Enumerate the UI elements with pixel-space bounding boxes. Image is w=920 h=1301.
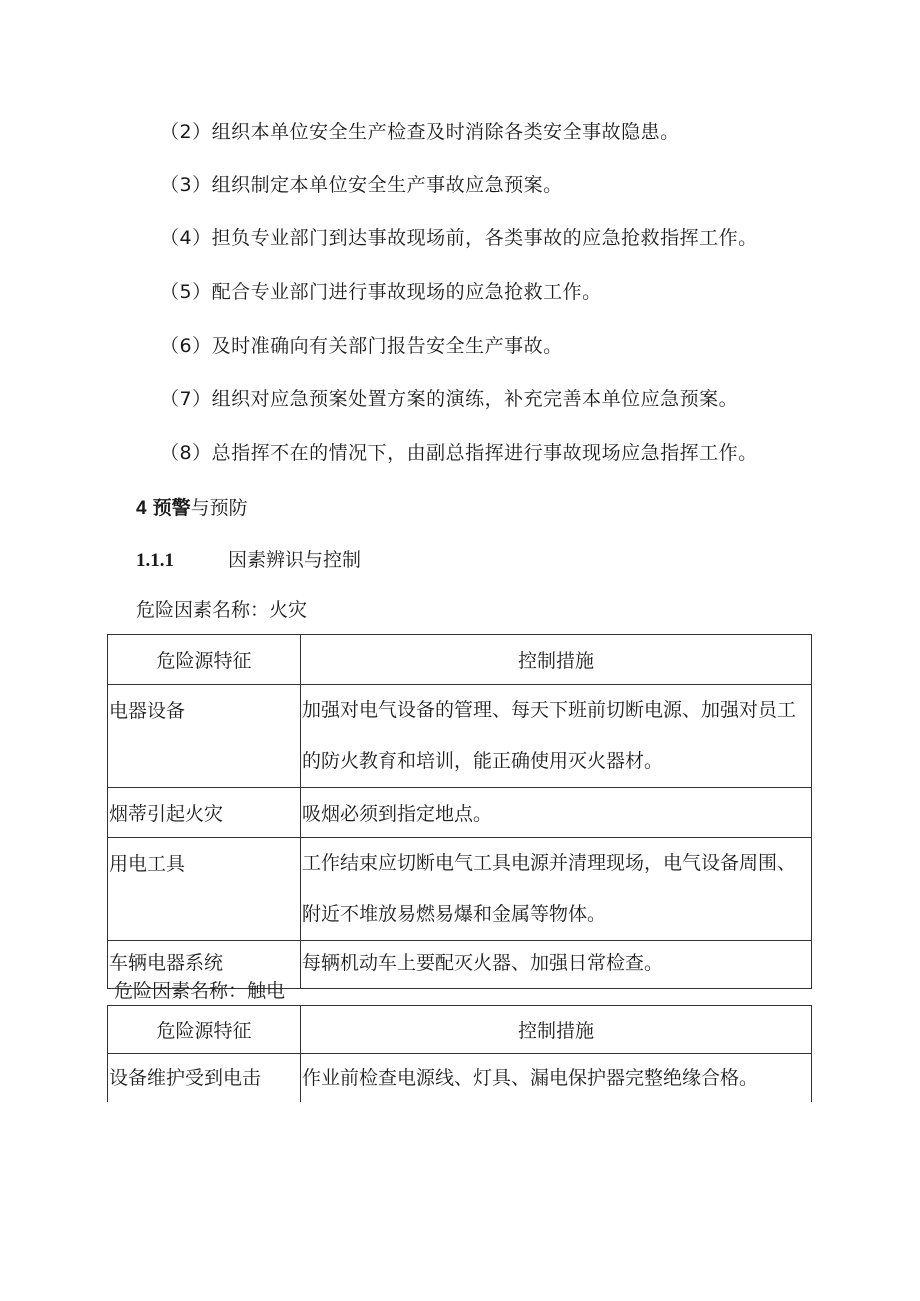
table-header-row xyxy=(108,635,812,685)
duty-item-7: （7）组织对应急预案处置方案的演练，补充完善本单位应急预案。 xyxy=(160,388,739,410)
duty-item-5: （5）配合专业部门进行事故现场的应急抢救工作。 xyxy=(160,281,602,303)
header-measure: 控制措施 xyxy=(301,1006,812,1054)
fire-table-label: 危险因素名称：火灾 xyxy=(136,599,308,621)
row-feature: 设备维护受到电击 xyxy=(109,1067,262,1089)
section-number: 4 xyxy=(136,498,147,519)
table-row xyxy=(108,838,812,941)
section-heading xyxy=(136,496,248,521)
table-row xyxy=(108,685,812,788)
subsection-heading xyxy=(136,548,361,573)
table-row xyxy=(108,788,812,838)
row-feature: 用电工具 xyxy=(109,853,186,875)
fire-risk-table xyxy=(107,634,812,989)
duty-item-2: （2）组织本单位安全生产检查及时消除各类安全事故隐患。 xyxy=(160,121,680,143)
row-feature: 烟蒂引起火灾 xyxy=(109,803,224,825)
section-title-bold: 预警 xyxy=(152,497,191,519)
duty-item-4: （4）担负专业部门到达事故现场前，各类事故的应急抢救指挥工作。 xyxy=(160,227,758,249)
row-measure: 作业前检查电源线、灯具、漏电保护器完整绝缘合格。 xyxy=(302,1067,759,1089)
header-measure: 控制措施 xyxy=(301,635,812,685)
row-measure: 每辆机动车上要配灭火器、加强日常检查。 xyxy=(302,952,664,974)
row-measure: 加强对电气设备的管理、每天下班前切断电源、加强对员工的防火教育和培训，能正确使用灭火器材。 xyxy=(302,699,797,772)
header-feature: 危险源特征 xyxy=(108,635,301,685)
shock-table-label: 危险因素名称：触电 xyxy=(114,980,286,1002)
duty-item-6: （6）及时准确向有关部门报告安全生产事故。 xyxy=(160,335,563,357)
shock-risk-table xyxy=(107,1005,812,1102)
table-header-row xyxy=(108,1006,812,1054)
duty-item-8: （8）总指挥不在的情况下，由副总指挥进行事故现场应急指挥工作。 xyxy=(160,442,758,464)
subsection-title: 因素辨识与控制 xyxy=(228,549,362,571)
header-feature: 危险源特征 xyxy=(108,1006,301,1054)
row-measure: 工作结束应切断电气工具电源并清理现场，电气设备周围、附近不堆放易燃易爆和金属等物体。 xyxy=(302,852,797,925)
row-measure: 吸烟必须到指定地点。 xyxy=(302,803,493,825)
row-feature: 电器设备 xyxy=(109,700,186,722)
section-title-rest: 与预防 xyxy=(190,497,248,519)
table-row xyxy=(108,1054,812,1102)
duty-item-3: （3）组织制定本单位安全生产事故应急预案。 xyxy=(160,174,563,196)
row-feature: 车辆电器系统 xyxy=(109,952,224,974)
subsection-number: 1.1.1 xyxy=(136,550,174,571)
